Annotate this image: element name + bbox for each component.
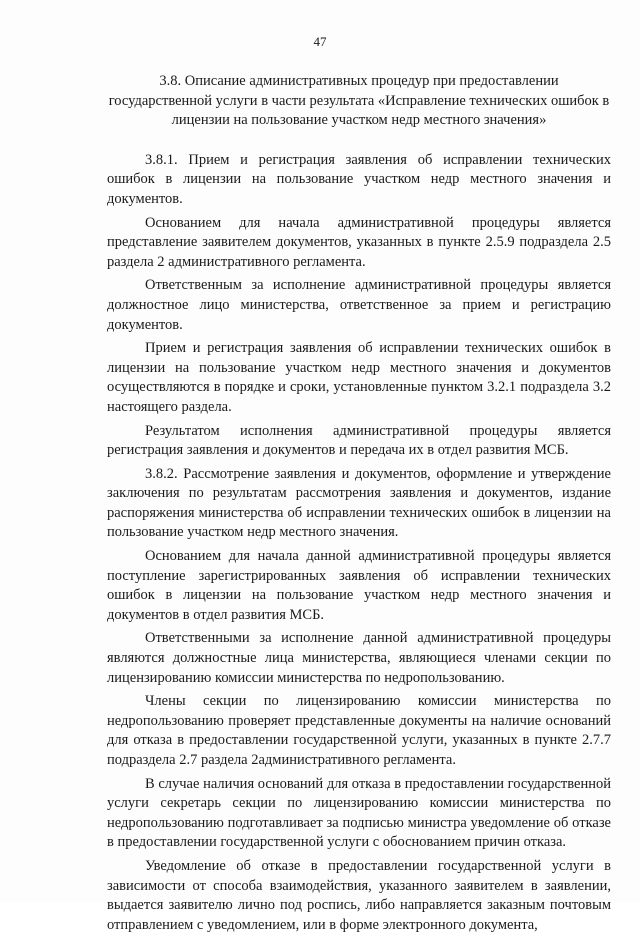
document-body [107,72,611,938]
paragraph-responsible: Ответственным за исполнение административной процедуры является должностное лицо министерства, ответственное за прием и регистрацию документов. [107,277,611,333]
paragraph-refusal-notice: Уведомление об отказе в предоставлении государственной услуги в зависимости от способа взаимодействия, указанного заявителем в заявлении, выдается заявителю лично под роспись, либо направляется заказным почтовым отправлением с уведомлением, или в форме электронного документа, [107,857,611,933]
paragraph-responsible-2: Ответственными за исполнение данной административной процедуры являются должностные лица министерства, являющиеся членами секции по лицензированию комиссии министерства по недропользованию. [107,630,611,686]
paragraph-3-8-2: 3.8.2. Рассмотрение заявления и документов, оформление и утверждение заключения по результатам рассмотрения заявления и документов, издание распоряжения министерства об исправлении технических ошибок в лицензии на пользование участком недр местного значения. [107,465,611,541]
paragraph-3-8-1: 3.8.1. Прием и регистрация заявления об исправлении технических ошибок в лицензии на пользование участком недр местного значения и документов. [107,151,611,207]
paragraph-basis-2: Основанием для начала данной административной процедуры является поступление зарегистрированных заявления об исправлении технических ошибок в лицензии на пользование участком недр местного значения и документов в отдел развития МСБ. [107,548,611,623]
section-title: 3.8. Описание административных процедур при предоставлении государственной услуги в части результата «Исправление технических ошибок в лицензии на пользование участком недр местного значения» [108,73,610,129]
paragraph-registration: Прием и регистрация заявления об исправлении технических ошибок в лицензии на пользование участком недр местного значения и документов осуществляются в порядке и сроки, установленные пунктом 3.2.1 подраздела 3.2 настоящего раздела. [107,340,611,415]
paragraph-refusal-grounds: В случае наличия оснований для отказа в предоставлении государственной услуги секретарь секции по лицензированию комиссии министерства по недропользованию подготавливает за подписью министра уведомление об отказе в предоставлении государственной услуги с обоснованием причин отказа. [107,775,611,851]
paragraph-section-members: Члены секции по лицензированию комиссии министерства по недропользованию проверяет представленные документы на наличие оснований для отказа в предоставлении государственной услуги, указанных в пункте 2.7.7 подраздела 2.7 раздела 2административного регламента. [107,693,611,768]
paragraph-result: Результатом исполнения административной процедуры является регистрация заявления и документов и передача их в отдел развития МСБ. [107,422,611,459]
paragraph-basis: Основанием для начала административной процедуры является представление заявителем документов, указанных в пункте 2.5.9 подраздела 2.5 раздела 2 административного регламента. [107,214,611,270]
page-number: 47 [313,34,327,49]
